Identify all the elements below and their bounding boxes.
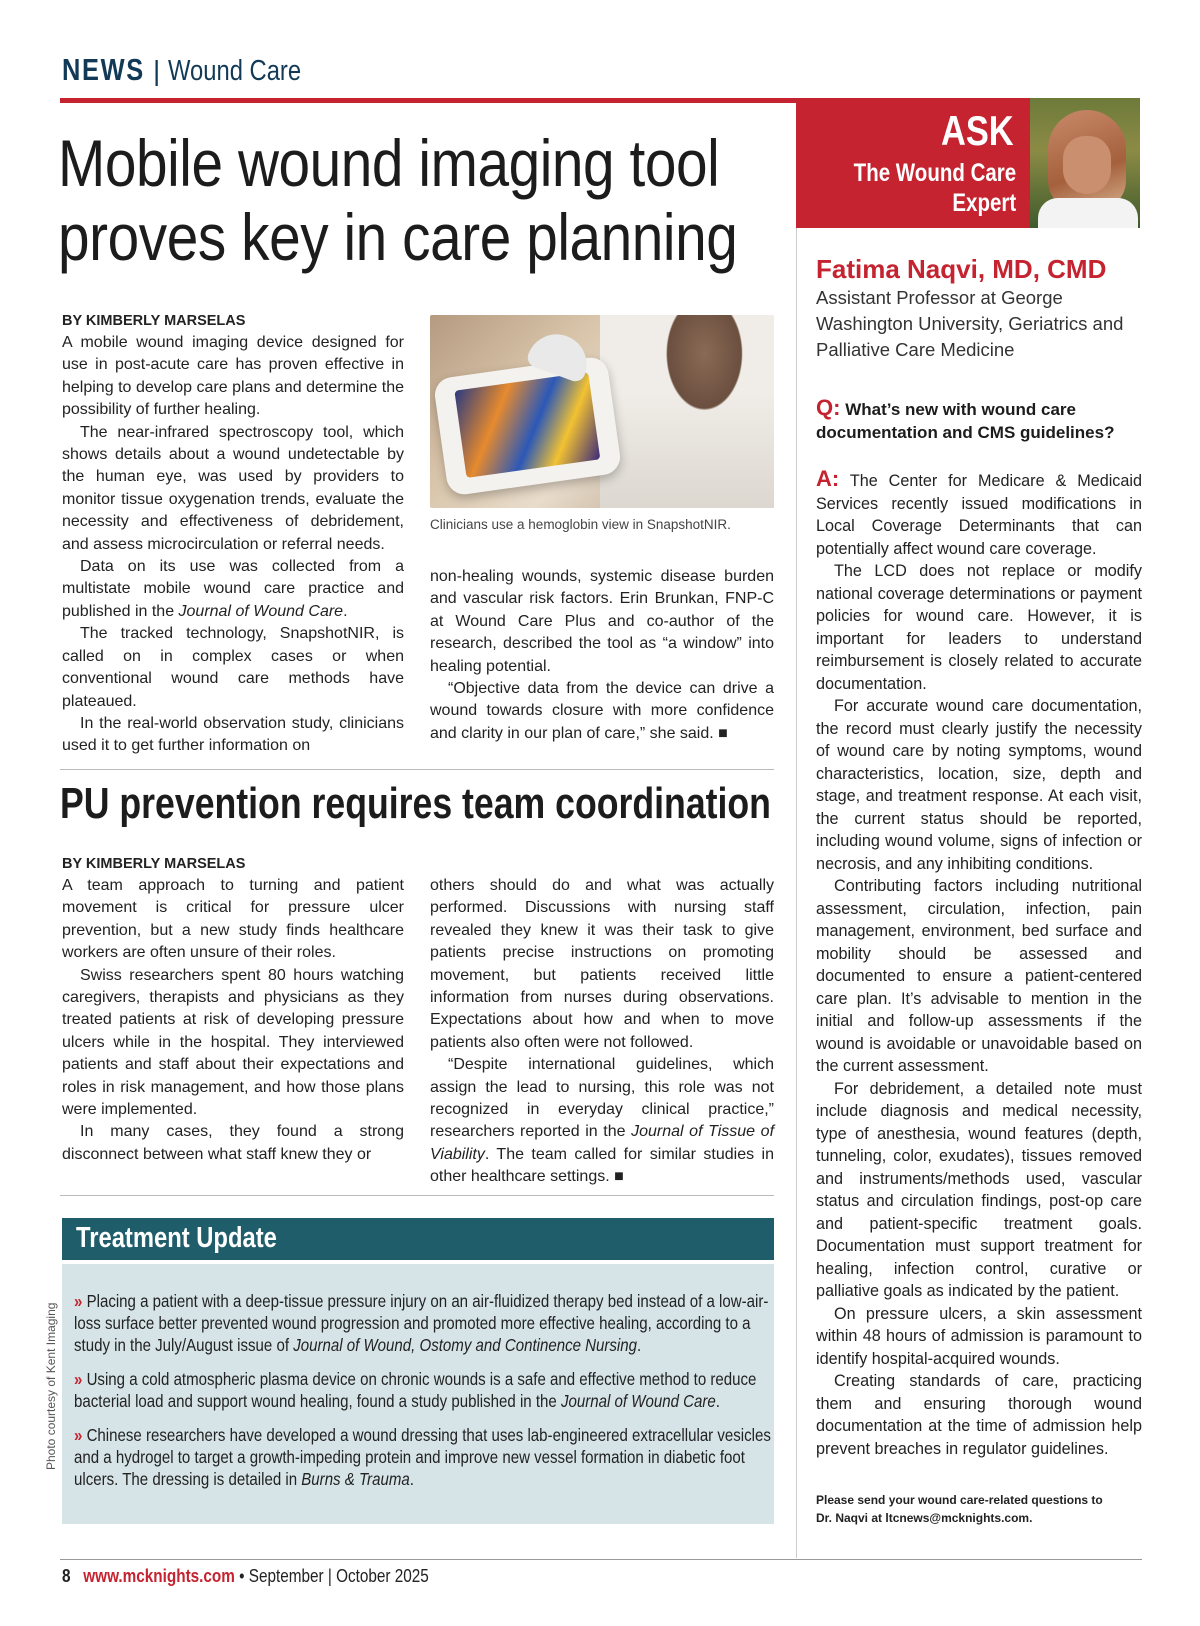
answer-paragraph: For debridement, a detailed note must include diagnosis and medical necessity, type of anesthesia, wound features (depth, tunneling, color, exudates), tissues removed and instruments/methods used, vascular status and circulation findings, post-op care and patient-specific treatment goals. Documentation must support treatment for healing, infection control, curative or palliative goals as indicated by the patient. (816, 1079, 1142, 1300)
question: Q: What’s new with wound care documentation and CMS guidelines? (816, 395, 1115, 442)
article2-column2 (430, 853, 774, 1189)
photo-caption: Clinicians use a hemoglobin view in SnapshotNIR. (430, 517, 731, 532)
header-rule (60, 98, 798, 103)
closing-note: Please send your wound care-related questions to Dr. Naqvi at ltcnews@mcknights.com. (816, 1493, 1103, 1525)
divider (60, 769, 774, 770)
section-separator: | (153, 55, 161, 86)
answer-paragraph: Contributing factors including nutritional assessment, circulation, infection, pain management, environment, bed surface and mobility should be assessed and documented to ensure a patient-centered care plan. It’s advisable to mention in the initial and follow-up assessments if the wound is avoidable or unavoidable based on the current assessment. (816, 877, 1142, 1075)
expert-name: Fatima Naqvi, MD, CMD (816, 254, 1107, 284)
article1-paragraph: “Objective data from the device can drive a wound towards closure with more confidence and clarity in our plan of care,” she said. ■ (430, 680, 774, 742)
journal-reference: Journal of Tissue of Viability (430, 1123, 775, 1163)
article1-photo (430, 315, 774, 508)
article1-paragraph: non-healing wounds, systemic disease burden and vascular risk factors. Erin Brunkan, FNP-C at Wound Care Plus and co-author of the research, described the tool as “a window” into healing potential. (430, 568, 774, 675)
article1-column1 (62, 310, 404, 758)
article2-byline: BY KIMBERLY MARSELAS (62, 856, 246, 872)
article1-byline: BY KIMBERLY MARSELAS (62, 313, 246, 329)
article2-headline: PU prevention requires team coordination (60, 779, 771, 828)
treatment-update-item: » Chinese researchers have developed a wound dressing that uses lab-engineered extracellular vesicles and a hydrogel to target a growth-impeding protein and improve new vessel formation in diabetic foot ulcers. The dressing is detailed in Burns & Trauma. (74, 1425, 771, 1489)
article1-headline-line1: Mobile wound imaging tool (58, 126, 720, 200)
answer-paragraph: The LCD does not replace or modify national coverage determinations or payment policies for wound care. However, it is important for leaders to understand reimbursement is closely related to accurate documentation. (816, 562, 1142, 693)
section-label: NEWS (62, 52, 145, 87)
treatment-update-header (62, 1218, 774, 1260)
treatment-update-box (62, 1264, 774, 1524)
article1-headline-line2: proves key in care planning (58, 200, 738, 274)
expert-title: Assistant Professor at George Washington University, Geriatrics and Palliative Care Medicine (816, 287, 1124, 360)
treatment-update-item: » Placing a patient with a deep-tissue pressure injury on an air-fluidized therapy bed instead of a low-air-loss surface better prevented wound progression and promoted more effective healing, according to a study in the July/August issue of Journal of Wound, Ostomy and Continence Nursing. (74, 1291, 769, 1355)
treatment-update-item: » Using a cold atmospheric plasma device on chronic wounds is a safe and effective method to reduce bacterial load and support wound healing, found a study published in the Journal of Wound Care. (74, 1369, 757, 1411)
article2-paragraph: Swiss researchers spent 80 hours watching caregivers, therapists and physicians as they treated patients at risk of developing pressure ulcers while in the hospital. They interviewed patients and staff about their expectations and roles in risk management, and how those plans were implemented. (62, 966, 404, 1119)
answer-label: A: (816, 466, 840, 491)
expert-portrait (1030, 98, 1140, 228)
subsection-label: Wound Care (168, 55, 302, 87)
page-footer (62, 1566, 429, 1587)
article1-paragraph: The near-infrared spectroscopy tool, which shows details about a wound undetectable by the human eye, was used by providers to monitor tissue oxygenation trends, evaluate the necessity and effectiveness of debridement, and assess microcirculation or referral needs. (62, 423, 404, 553)
page-number: 8 (62, 1566, 71, 1586)
arrow-icon: » (74, 1291, 83, 1311)
photo-credit: Photo courtesy of Kent Imaging (44, 1302, 58, 1470)
question-label: Q: (816, 395, 841, 420)
article1-paragraph: The tracked technology, SnapshotNIR, is called on in complex cases or when conventional wound care methods have plateaued. (62, 625, 404, 710)
clinician-figure (600, 315, 774, 508)
qa-section (816, 396, 1142, 1460)
article2-paragraph: A team approach to turning and patient movement is critical for pressure ulcer prevention, but a new study finds healthcare workers are often unsure of their roles. (62, 877, 404, 962)
answer-paragraph: A: The Center for Medicare & Medicaid Services recently issued modifications in Local Coverage Determinants that can potentially affect wound care coverage. (816, 466, 1142, 558)
article1-paragraph: Data on its use was collected from a multistate mobile wound care practice and published in the Journal of Wound Care. (62, 558, 404, 620)
arrow-icon: » (74, 1369, 83, 1389)
article1-column2 (430, 566, 774, 745)
answer (816, 468, 1142, 1460)
article1-headline (58, 126, 738, 274)
hemoglobin-screen (454, 372, 600, 478)
ask-subtitle: The Wound Care Expert (853, 159, 1016, 217)
imaging-tablet (433, 355, 623, 496)
section-header (62, 52, 331, 96)
site-link[interactable]: www.mcknights.com (83, 1566, 235, 1586)
sidebar-divider (796, 98, 797, 1558)
answer-paragraph: On pressure ulcers, a skin assessment within 48 hours of admission is paramount to identify hospital-acquired wounds. (816, 1304, 1142, 1368)
article2-column1 (62, 853, 404, 1166)
article1-paragraph: In the real-world observation study, clinicians used it to get further information on (62, 714, 404, 755)
divider (60, 1195, 774, 1196)
journal-reference: Journal of Wound Care (178, 602, 344, 620)
answer-paragraph: For accurate wound care documentation, the record must clearly justify the necessity of wound care by noting symptoms, wound characteristics, location, size, depth and stage, and treatment response. At each visit, the current status should be reported, including wound volume, signs of infection or necrosis, and any inhibiting conditions. (816, 697, 1142, 873)
footer-rule (60, 1559, 1142, 1560)
treatment-update-title: Treatment Update (76, 1222, 277, 1254)
ask-expert-banner (796, 98, 1030, 228)
ask-title: ASK (941, 107, 1014, 154)
article1-paragraph: A mobile wound imaging device designed for use in post-acute care has proven effective in helping to develop care plans and determine the possibility of further healing. (62, 334, 404, 419)
article2-paragraph: others should do and what was actually performed. Discussions with nursing staff revealed they knew it was their task to give patients precise instructions on promoting movement, but patients received little information from nurses during observations. Expectations about how and when to move patients also often were not followed. (430, 877, 774, 1051)
arrow-icon: » (74, 1425, 83, 1445)
issue-date: • September | October 2025 (234, 1566, 429, 1586)
answer-paragraph: Creating standards of care, practicing them and ensuring thorough wound documentation at the time of admission help prevent breaches in regulator guidelines. (816, 1372, 1142, 1458)
article2-paragraph: In many cases, they found a strong disconnect between what staff knew they or (62, 1123, 404, 1163)
article2-paragraph: “Despite international guidelines, which assign the lead to nursing, this role was not recognized in everyday clinical practice,” researchers reported in the Journal of Tissue of Viability. The team called for similar studies in other healthcare settings. ■ (430, 1056, 775, 1186)
